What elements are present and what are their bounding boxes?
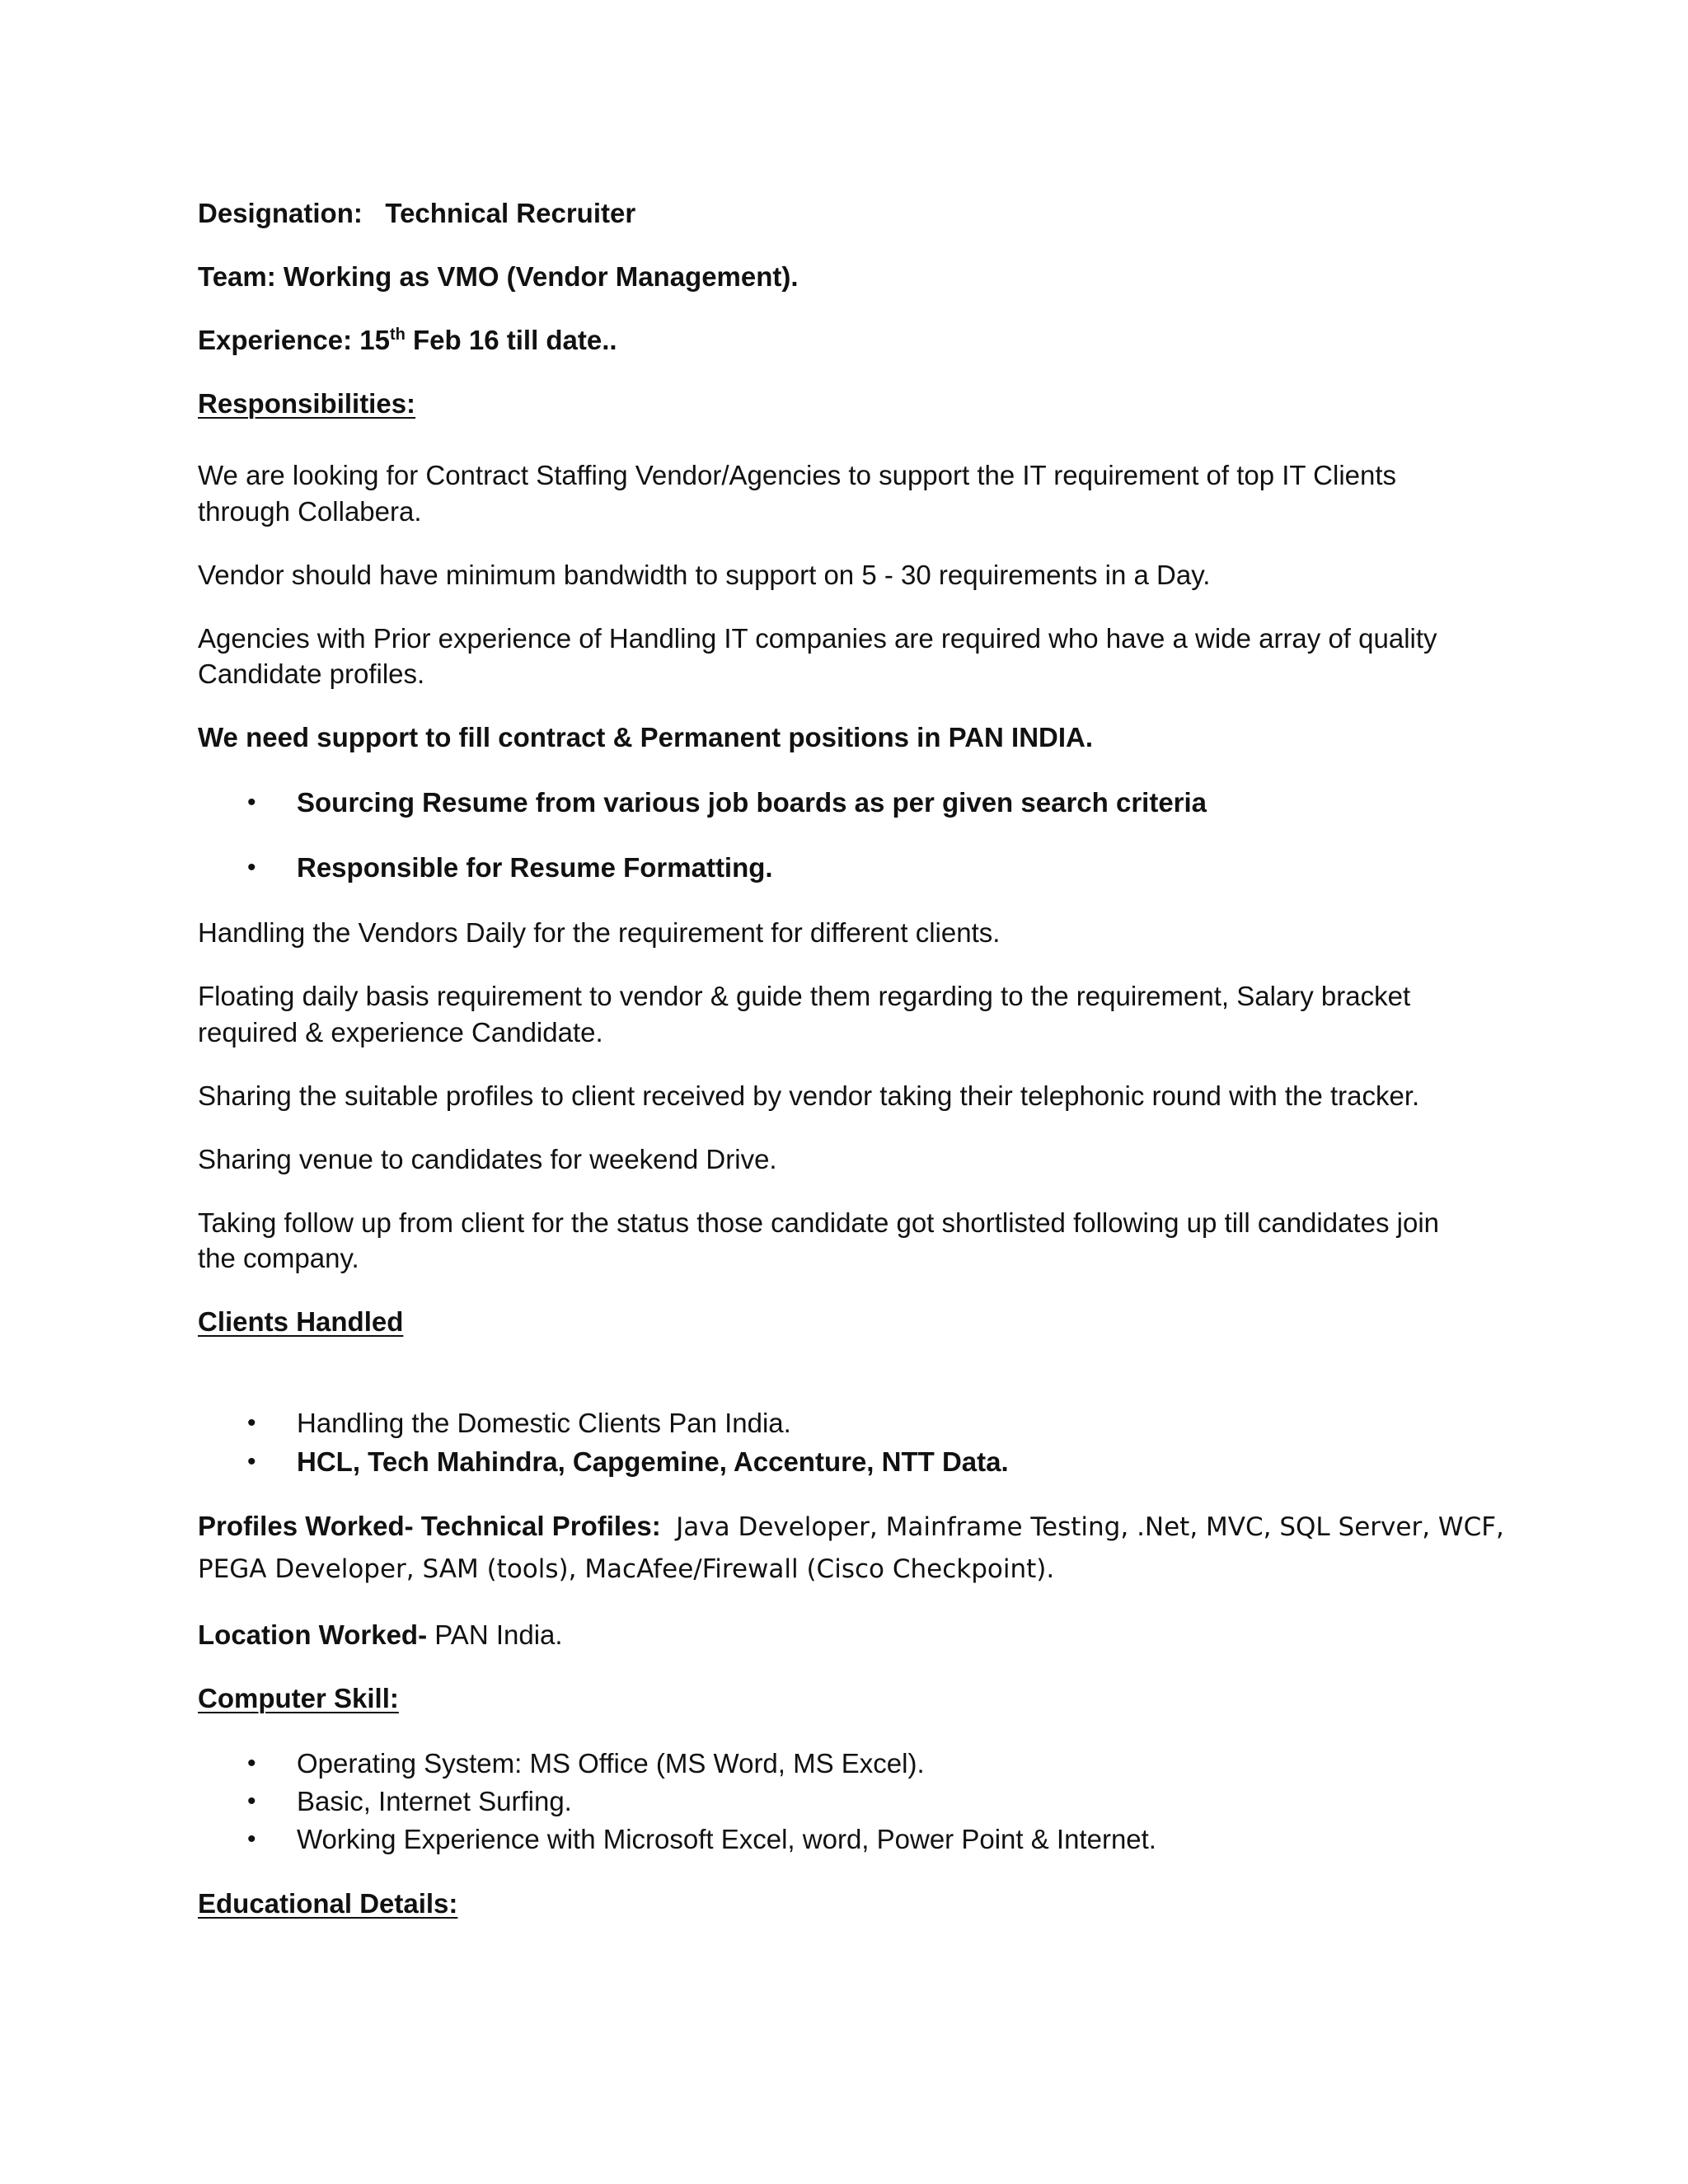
duty-5-line-1: Taking follow up from client for the status those candidate got shortlisted following up till candidates join xyxy=(198,1207,1440,1238)
location-line xyxy=(198,1617,1500,1653)
experience-prefix: Experience: 15 xyxy=(198,325,390,355)
experience-suffix: Feb 16 till date.. xyxy=(405,325,617,355)
duty-1: Handling the Vendors Daily for the requirement for different clients. xyxy=(198,917,1001,948)
bold-bullet-item: Responsible for Resume Formatting. xyxy=(297,852,773,883)
duty-4: Sharing venue to candidates for weekend Drive. xyxy=(198,1144,777,1174)
paragraph-2: Vendor should have minimum bandwidth to support on 5 - 30 requirements in a Day. xyxy=(198,560,1211,590)
duty-2-line-2: required & experience Candidate. xyxy=(198,1017,603,1047)
designation-line xyxy=(198,195,1500,232)
profiles-list-line-1: Java Developer, Mainframe Testing, .Net, MVC, SQL Server, WCF, xyxy=(676,1512,1504,1542)
bullet-icon: • xyxy=(247,1409,256,1436)
duty-5-line-2: the company. xyxy=(198,1243,359,1273)
paragraph-1-line-2: through Collabera. xyxy=(198,496,422,527)
paragraph-4: We need support to fill contract & Permanent positions in PAN INDIA. xyxy=(198,722,1094,752)
computer-skill-item: Operating System: MS Office (MS Word, MS Excel). xyxy=(297,1748,925,1779)
computer-skill-heading: Computer Skill: xyxy=(198,1683,399,1713)
location-value: PAN India. xyxy=(434,1619,563,1650)
designation-value: Technical Recruiter xyxy=(385,198,636,228)
team-line: Team: Working as VMO (Vendor Management). xyxy=(198,261,799,292)
paragraph-1-line-1: We are looking for Contract Staffing Vendor/Agencies to support the IT requirement of top IT Clients xyxy=(198,460,1397,490)
bullet-icon: • xyxy=(247,789,256,816)
bullet-icon: • xyxy=(247,854,256,881)
experience-superscript: th xyxy=(389,326,406,344)
bullet-icon: • xyxy=(247,1825,256,1853)
clients-heading: Clients Handled xyxy=(198,1306,404,1337)
educational-details-heading: Educational Details: xyxy=(198,1888,458,1919)
bullet-icon: • xyxy=(247,1448,256,1475)
responsibilities-heading: Responsibilities: xyxy=(198,388,416,419)
computer-skill-item: Working Experience with Microsoft Excel, word, Power Point & Internet. xyxy=(297,1824,1156,1854)
duty-2-line-1: Floating daily basis requirement to vendor & guide them regarding to the requirement, Salary bracket xyxy=(198,981,1411,1011)
client-item: Handling the Domestic Clients Pan India. xyxy=(297,1408,791,1438)
paragraph-3-line-1: Agencies with Prior experience of Handling IT companies are required who have a wide array of quality xyxy=(198,623,1437,654)
client-item: HCL, Tech Mahindra, Capgemine, Accenture, NTT Data. xyxy=(297,1446,1009,1477)
duty-3: Sharing the suitable profiles to client received by vendor taking their telephonic round with the tracker. xyxy=(198,1080,1420,1111)
experience-line xyxy=(198,322,1500,359)
bullet-icon: • xyxy=(247,1750,256,1777)
location-label: Location Worked- xyxy=(198,1619,428,1650)
bullet-icon: • xyxy=(247,1788,256,1815)
bold-bullet-item: Sourcing Resume from various job boards as per given search criteria xyxy=(297,787,1207,818)
profiles-label: Profiles Worked- Technical Profiles: xyxy=(198,1511,661,1541)
paragraph-3-line-2: Candidate profiles. xyxy=(198,658,425,689)
designation-label: Designation: xyxy=(198,198,363,228)
profiles-list-line-2: PEGA Developer, SAM (tools), MacAfee/Firewall (Cisco Checkpoint). xyxy=(198,1554,1055,1584)
computer-skill-item: Basic, Internet Surfing. xyxy=(297,1786,572,1816)
profiles-line-1 xyxy=(198,1508,1504,1545)
